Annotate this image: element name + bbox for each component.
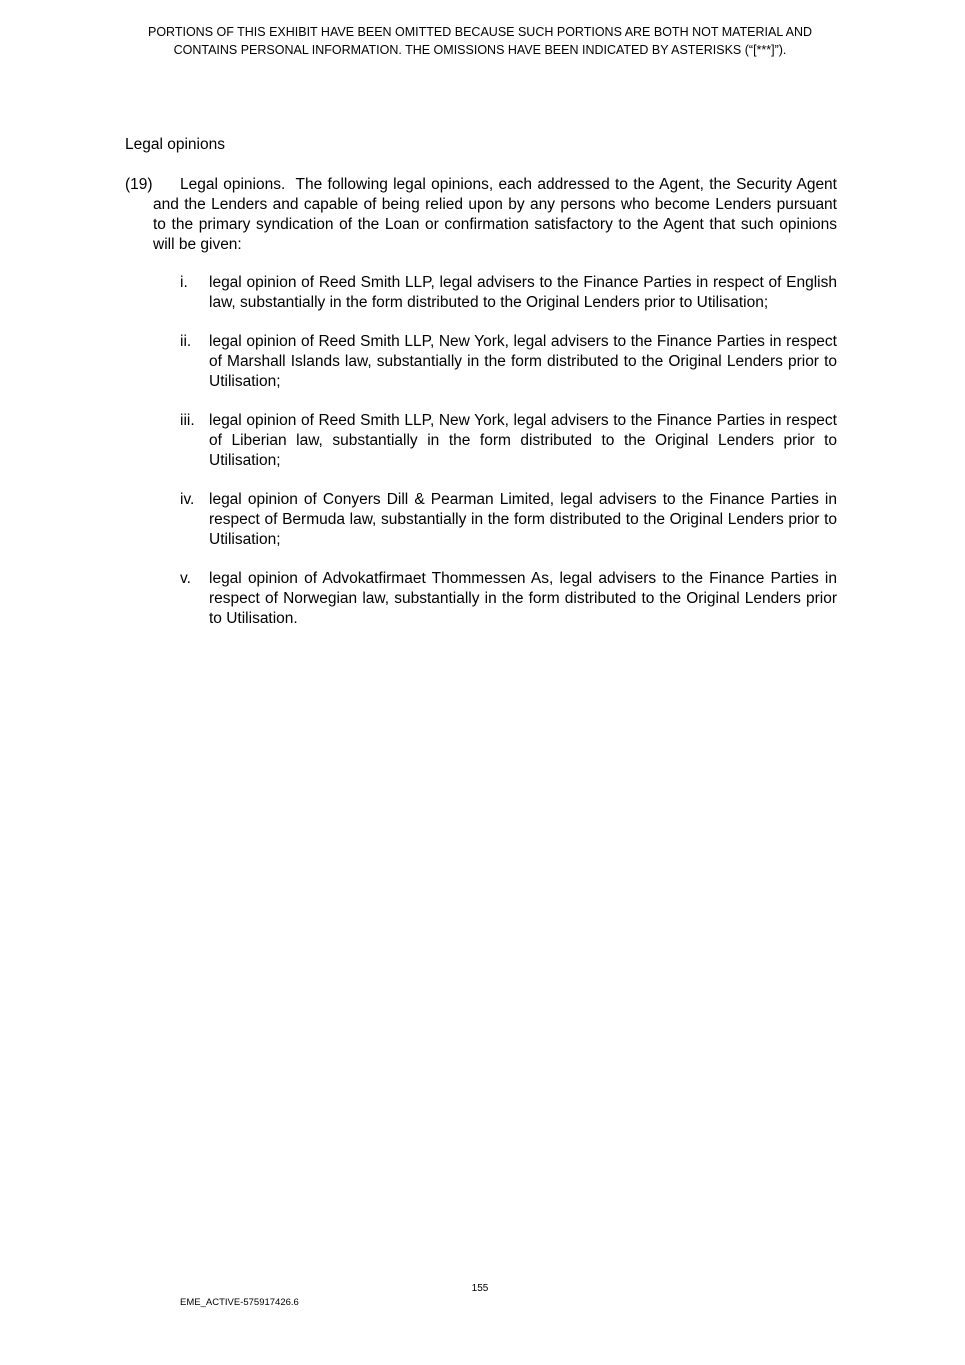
list-item-marker: i. <box>180 274 188 291</box>
page-number: 155 <box>471 1283 489 1294</box>
list-item-marker: iii. <box>180 412 195 429</box>
list-item <box>180 569 837 629</box>
list-item-marker: v. <box>180 570 191 587</box>
list-item-text: legal opinion of Reed Smith LLP, legal advisers to the Finance Parties in respect of English law, substantially in the form distributed to the Original Lenders prior to Utilisation; <box>209 274 837 311</box>
list-item <box>180 273 837 313</box>
clause-intro-text: The following legal opinions, each addressed to the Agent, the Security Agent and the Lenders and capable of being relied upon by any persons who become Lenders pursuant to the primary syndication of the Loan or confirmation satisfactory to the Agent that such opinions will be given: <box>153 176 837 253</box>
list-item-text: legal opinion of Conyers Dill & Pearman Limited, legal advisers to the Finance Parties in respect of Bermuda law, substantially in the form distributed to the Original Lenders prior to Utilisation; <box>209 491 837 548</box>
clause-19 <box>125 175 837 255</box>
omission-notice-line-2: CONTAINS PERSONAL INFORMATION. THE OMISSIONS HAVE BEEN INDICATED BY ASTERISKS (“[***]”). <box>173 43 787 57</box>
document-reference: EME_ACTIVE-575917426.6 <box>180 1297 299 1308</box>
clause-intro <box>125 175 837 255</box>
clause-title: Legal opinions. <box>180 176 286 193</box>
list-item <box>180 490 837 550</box>
section-heading: Legal opinions <box>125 136 225 153</box>
clause-number: (19) <box>125 176 153 193</box>
list-item-marker: iv. <box>180 491 195 508</box>
omission-notice-line-1: PORTIONS OF THIS EXHIBIT HAVE BEEN OMITTED BECAUSE SUCH PORTIONS ARE BOTH NOT MATERIAL AND <box>147 25 812 39</box>
legal-opinions-list <box>180 273 837 648</box>
list-item-text: legal opinion of Reed Smith LLP, New York, legal advisers to the Finance Parties in respect of Liberian law, substantially in the form distributed to the Original Lenders prior to Utilisation; <box>209 412 837 469</box>
list-item <box>180 332 837 392</box>
list-item-marker: ii. <box>180 333 192 350</box>
list-item-text: legal opinion of Advokatfirmaet Thommessen As, legal advisers to the Finance Parties in respect of Norwegian law, substantially in the form distributed to the Original Lenders prior to Utilisation. <box>209 570 837 627</box>
list-item-text: legal opinion of Reed Smith LLP, New York, legal advisers to the Finance Parties in respect of Marshall Islands law, substantially in the form distributed to the Original Lenders prior to Utilisation; <box>209 333 837 390</box>
omission-notice <box>100 23 860 59</box>
list-item <box>180 411 837 471</box>
